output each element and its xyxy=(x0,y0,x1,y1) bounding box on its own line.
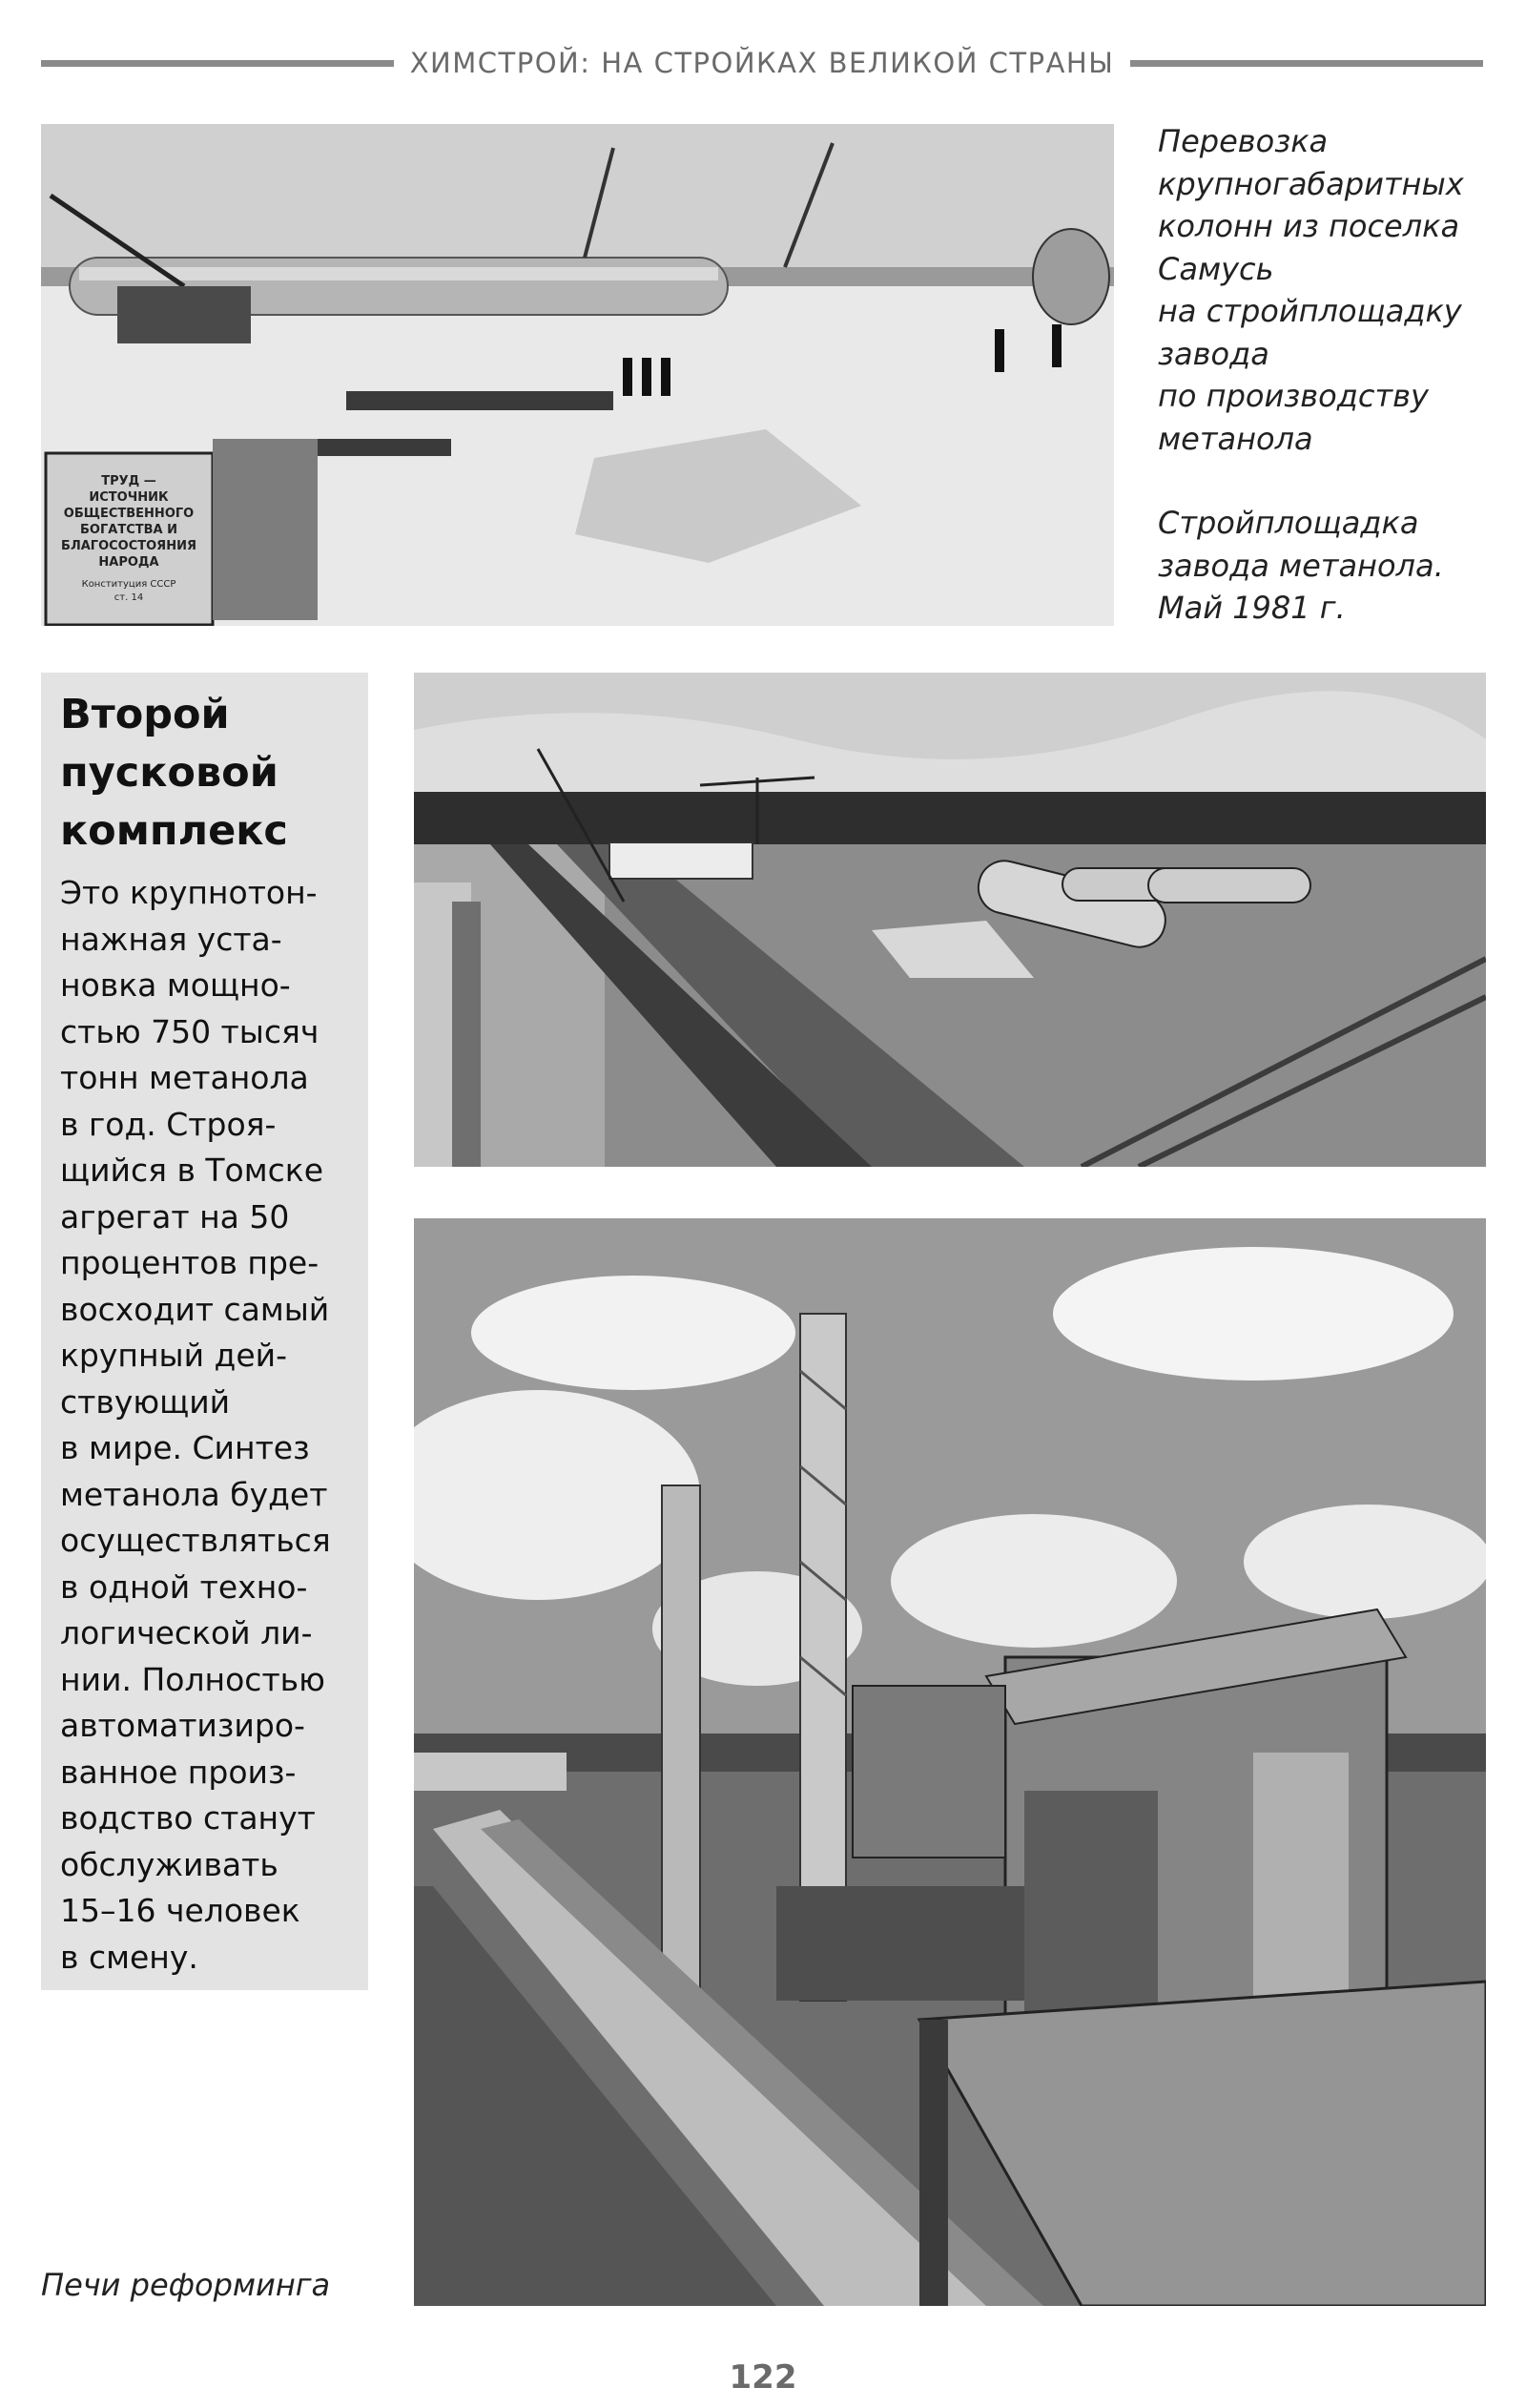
sidebar-body-line: нажная уста- xyxy=(60,920,282,958)
sign-line-3: ОБЩЕСТВЕННОГО xyxy=(63,507,195,521)
sidebar-body-line: процентов пре- xyxy=(60,1244,320,1281)
caption-column-transport xyxy=(1158,120,1492,460)
caption-construction-site xyxy=(1158,502,1492,630)
caption-line: Перевозка xyxy=(1158,123,1329,159)
sign-line-4: БОГАТСТВА И xyxy=(80,523,177,537)
caption-line: Май 1981 г. xyxy=(1158,590,1346,626)
running-head: ХИМСТРОЙ: НА СТРОЙКАХ ВЕЛИКОЙ СТРАНЫ xyxy=(409,47,1115,79)
sidebar-body-line: осуществляться xyxy=(60,1522,331,1559)
caption-line: крупногабаритных xyxy=(1158,165,1464,202)
sidebar-body-line: автоматизиро- xyxy=(60,1707,305,1744)
caption-line: по производству xyxy=(1158,378,1429,414)
sidebar-body-line: обслуживать xyxy=(60,1845,278,1883)
caption-reforming-furnaces: Печи реформинга xyxy=(41,2267,331,2303)
sign-line-1: ТРУД — xyxy=(101,474,156,488)
header-rule-left xyxy=(41,60,394,67)
caption-line: Стройплощадка xyxy=(1158,505,1419,541)
sidebar-body-line: ствующий xyxy=(60,1382,231,1421)
sidebar-body-line: Это крупнотон- xyxy=(60,874,318,911)
sidebar-body-line: в год. Строя- xyxy=(60,1105,277,1143)
sidebar-title-line: комплекс xyxy=(60,807,288,855)
sign-line-5: БЛАГОСОСТОЯНИЯ xyxy=(61,539,196,553)
sign-line-2: ИСТОЧНИК xyxy=(89,490,169,505)
sidebar-body-line: водство станут xyxy=(60,1799,316,1837)
sidebar-body-line: в одной техно- xyxy=(60,1567,308,1606)
sign-line-6: НАРОДА xyxy=(98,555,159,570)
header-rule-right xyxy=(1130,60,1483,67)
sidebar-body-line: ванное произ- xyxy=(60,1753,297,1791)
sign-line-8: ст. 14 xyxy=(113,592,144,603)
sidebar-body-line: новка мощно- xyxy=(60,966,291,1004)
sidebar-title-line: пусковой xyxy=(60,749,278,797)
sidebar-box xyxy=(41,673,368,1990)
caption-line: на стройплощадку xyxy=(1158,293,1462,329)
caption-line: завода xyxy=(1158,335,1269,372)
sidebar-body-line: тонн метанола xyxy=(60,1059,309,1096)
sidebar-body-line: 15–16 человек xyxy=(60,1892,300,1929)
sidebar-body-line: восходит самый xyxy=(60,1290,330,1328)
sign-line-7: Конституция СССР xyxy=(81,579,176,590)
sidebar-body xyxy=(60,870,368,1981)
sidebar-body-line: в смену. xyxy=(60,1938,198,1976)
sidebar-body-line: метанола будет xyxy=(60,1475,328,1513)
sidebar-body-line: щийся в Томске xyxy=(60,1152,324,1189)
sidebar-body-line: агрегат на 50 xyxy=(60,1197,290,1235)
page-number: 122 xyxy=(729,2358,797,2397)
photo-reforming-furnaces xyxy=(414,1218,1486,2306)
photo-construction-site xyxy=(414,673,1486,1167)
caption-line: Самусь xyxy=(1158,250,1274,287)
sidebar-body-line: стью 750 тысяч xyxy=(60,1012,320,1050)
sidebar-body-line: в мире. Синтез xyxy=(60,1429,310,1466)
sidebar-body-line: нии. Полностью xyxy=(60,1660,325,1698)
sidebar-title-line: Второй xyxy=(60,691,230,738)
sidebar-body-line: крупный дей- xyxy=(60,1337,288,1374)
sidebar-body-line: логической ли- xyxy=(60,1614,313,1651)
photo-column-transport xyxy=(41,124,1114,626)
caption-line: завода метанола. xyxy=(1158,547,1444,584)
caption-line: метанола xyxy=(1158,420,1313,457)
sidebar-title xyxy=(60,686,368,861)
caption-line: колонн из поселка xyxy=(1158,208,1460,244)
